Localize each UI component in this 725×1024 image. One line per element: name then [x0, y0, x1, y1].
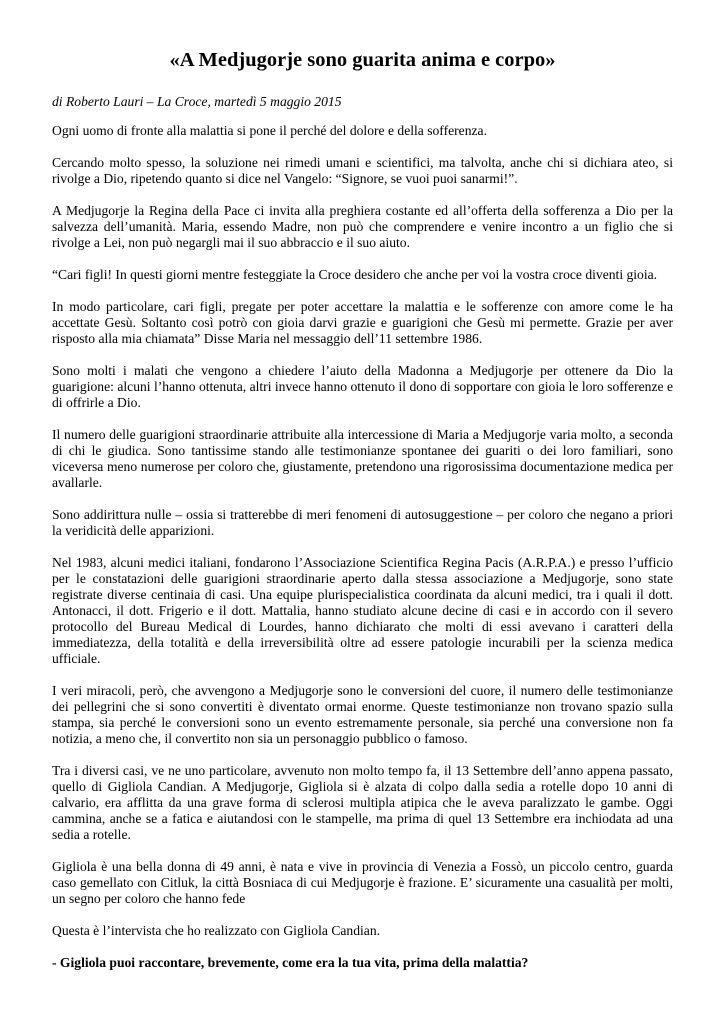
paragraph-7: Il numero delle guarigioni straordinarie attribuite alla intercessione di Maria a Medjugorje varia molto, a seconda di chi le giudica. Sono tantissime stando alle testimonianze spontanee dei guariti o dei loro familiari, sono viceversa meno numerose per coloro che, giustamente, pretendono una rigorosissima documentazione medica per avallarle. [52, 427, 673, 490]
article-byline: di Roberto Lauri – La Croce, martedì 5 maggio 2015 [52, 94, 342, 109]
document-page [52, 48, 673, 971]
paragraph-4: “Cari figli! In questi giorni mentre festeggiate la Croce desidero che anche per voi la vostra croce diventi gioia. [52, 267, 658, 282]
paragraph-1: Ogni uomo di fronte alla malattia si pone il perché del dolore e della sofferenza. [52, 123, 487, 138]
paragraph-9: Nel 1983, alcuni medici italiani, fondarono l’Associazione Scientifica Regina Pacis (A.R.P.A.) e presso l’ufficio per le constatazioni delle guarigioni straordinarie aperto dalla stessa associazione a Medjugorje, sono state registrate diverse centinaia di casi. Una equipe plurispecialistica coordinata da alcuni medici, tra i quali il dott. Antonacci, il dott. Frigerio e il dott. Mattalia, hanno studiato alcune decine di casi e in accordo con il severo protocollo del Bureau Medical di Lourdes, hanno dichiarato che molti di essi avevano i caratteri della immediatezza, della totalità e della irreversibilità oltre ad essere patologie incurabili per la scienza medica ufficiale. [52, 555, 673, 666]
paragraph-2: Cercando molto spesso, la soluzione nei rimedi umani e scientifici, ma talvolta, anche chi si dichiara ateo, si rivolge a Dio, ripetendo quanto si dice nel Vangelo: “Signore, se vuoi puoi sanarmi!”. [52, 155, 673, 186]
article-title: «A Medjugorje sono guarita anima e corpo» [169, 49, 556, 71]
interview-question: - Gigliola puoi raccontare, brevemente, come era la tua vita, prima della malattia? [52, 955, 529, 970]
paragraph-8: Sono addirittura nulle – ossia si tratterebbe di meri fenomeni di autosuggestione – per coloro che negano a priori la veridicità delle apparizioni. [52, 507, 673, 538]
paragraph-11: Tra i diversi casi, ve ne uno particolare, avvenuto non molto tempo fa, il 13 Settembre dell’anno appena passato, quello di Gigliola Candian. A Medjugorje, Gigliola si è alzata di colpo dalla sedia a rotelle dopo 10 anni di calvario, era afflitta da una grave forma di sclerosi multipla atipica che le aveva paralizzato le gambe. Oggi cammina, anche se a fatica e aiutandosi con le stampelle, ma prima di quel 13 Settembre era inchiodata ad una sedia a rotelle. [52, 763, 673, 842]
paragraph-3: A Medjugorje la Regina della Pace ci invita alla preghiera costante ed all’offerta della sofferenza a Dio per la salvezza dell’umanità. Maria, essendo Madre, non può che comprendere e venire incontro a un figlio che si rivolge a Lei, non può negargli mai il suo abbraccio e il suo aiuto. [52, 203, 673, 250]
paragraph-10: I veri miracoli, però, che avvengono a Medjugorje sono le conversioni del cuore, il numero delle testimonianze dei pellegrini che si sono convertiti è diventato ormai enorme. Queste testimonianze non trovano spazio sulla stampa, sia perché le conversioni sono un evento estremamente personale, sia perché una conversione non fa notizia, a meno che, il convertito non sia un personaggio pubblico o famoso. [52, 683, 673, 746]
paragraph-6: Sono molti i malati che vengono a chiedere l’aiuto della Madonna a Medjugorje per ottenere da Dio la guarigione: alcuni l’hanno ottenuta, altri invece hanno ottenuto il dono di sopportare con gioia le loro sofferenze e di offrirle a Dio. [52, 363, 673, 410]
paragraph-12: Gigliola è una bella donna di 49 anni, è nata e vive in provincia di Venezia a Fossò, un piccolo centro, guarda caso gemellato con Citluk, la città Bosniaca di cui Medjugorje è frazione. E’ sicuramente una casualità per molti, un segno per coloro che hanno fede [52, 859, 673, 906]
paragraph-13: Questa è l’intervista che ho realizzato con Gigliola Candian. [52, 923, 381, 938]
paragraph-5: In modo particolare, cari figli, pregate per poter accettare la malattia e le sofferenze con amore come le ha accettate Gesù. Soltanto così potrò con gioia darvi grazie e guarigioni che Gesù mi permette. Grazie per aver risposto alla mia chiamata” Disse Maria nel messaggio dell’11 settembre 1986. [52, 299, 673, 346]
